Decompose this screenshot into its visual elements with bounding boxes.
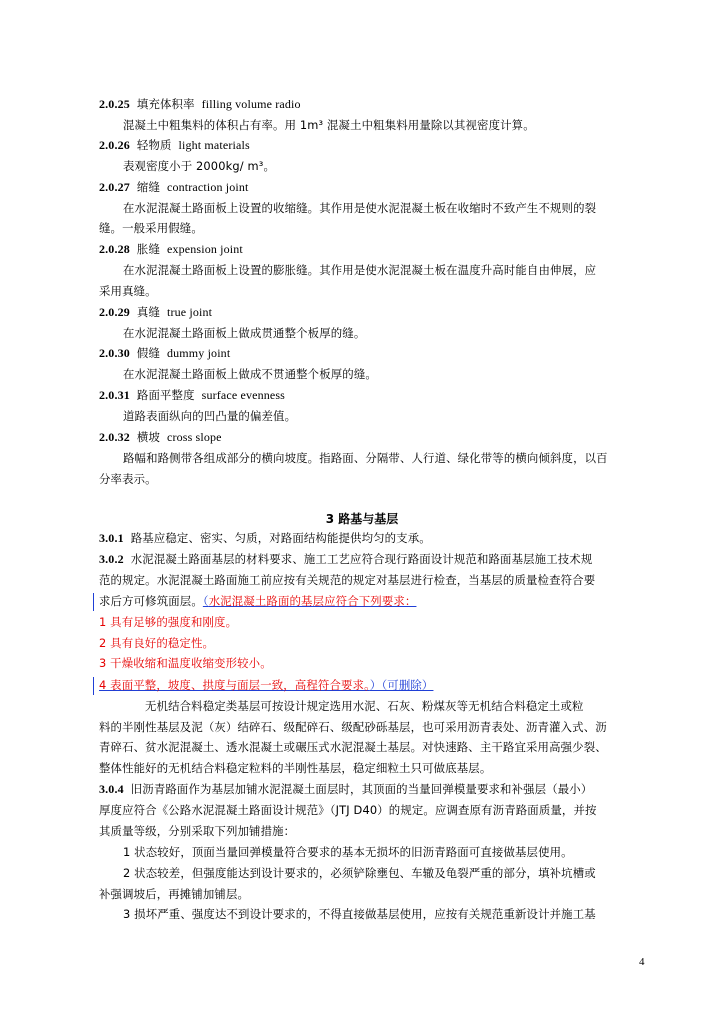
clause-text-plain: 求后方可修筑面层。 (99, 594, 203, 608)
clause-text: 青碎石、贫水泥混凝土、透水混凝土或碾压式水泥混凝土基层。对快速路、主干路宜采用高强少裂、 (99, 740, 607, 754)
list-item: 1 具有足够的强度和刚度。 (99, 615, 238, 629)
list-item (99, 678, 433, 692)
term: 路面平整度 (136, 388, 195, 402)
list-item: 补强调坡后，再摊铺加铺层。 (99, 887, 250, 901)
list-item: 2 具有良好的稳定性。 (99, 636, 215, 650)
term-english: dummy joint (167, 346, 231, 360)
definition-text: 道路表面纵向的凹凸量的偏差值。 (123, 409, 297, 423)
clause-text: 路基应稳定、密实、匀质，对路面结构能提供均匀的支承。 (130, 531, 431, 545)
clause-3-0-4 (99, 782, 592, 796)
definition-heading (99, 430, 222, 444)
clause-number: 2.0.26 (99, 138, 130, 152)
definition-text: 在水泥混凝土路面板上设置的膨胀缝。其作用是使水泥混凝土板在温度升高时能自由伸展，应 (123, 263, 597, 277)
list-item: 2 状态较差，但强度能达到设计要求的，必须铲除壅包、车辙及龟裂严重的部分，填补坑槽或 (123, 866, 596, 880)
revision-bar (93, 593, 94, 611)
definition-text: 采用真缝。 (99, 284, 157, 298)
term-english: filling volume radio (201, 97, 301, 111)
term: 轻物质 (136, 138, 172, 152)
definition-heading (99, 138, 250, 152)
list-item: 3 损坏严重、强度达不到设计要求的，不得直接做基层使用，应按有关规范重新设计并施工基 (123, 907, 596, 921)
clause-number: 2.0.25 (99, 97, 130, 111)
definition-text: 在水泥混凝土路面板上做成贯通整个板厚的缝。 (123, 326, 366, 340)
definition-heading (99, 305, 212, 319)
clause-number: 3.0.4 (99, 782, 124, 796)
tracked-insertion: 4 表面平整，坡度、拱度与面层一致，高程符合要求。 (99, 678, 370, 692)
term-english: expension joint (167, 242, 243, 256)
clause-3-0-2 (99, 552, 592, 566)
definition-heading (99, 180, 249, 194)
clause-text: 范的规定。水泥混凝土路面施工前应按有关规范的规定对基层进行检查，当基层的质量检查符合要 (99, 573, 596, 587)
clause-number: 2.0.30 (99, 346, 130, 360)
clause-text: 水泥混凝土路面基层的材料要求、施工工艺应符合现行路面设计规范和路面基层施工技术规 (130, 552, 593, 566)
clause-text: 无机结合料稳定类基层可按设计规定选用水泥、石灰、粉煤灰等无机结合料稳定土或粒 (145, 699, 584, 713)
list-item: 1 状态较好，顶面当量回弹模量符合要求的基本无损坏的旧沥青路面可直接做基层使用。 (123, 845, 573, 859)
term-english: true joint (167, 305, 213, 319)
definition-heading (99, 388, 285, 402)
definition-heading (99, 346, 230, 360)
page-number: 4 (639, 956, 645, 968)
clause-number: 2.0.28 (99, 242, 130, 256)
term-english: cross slope (167, 430, 222, 444)
revision-bar (93, 677, 94, 695)
term-english: contraction joint (167, 180, 249, 194)
term-english: light materials (178, 138, 250, 152)
term: 假缝 (136, 346, 160, 360)
clause-text: 其质量等级，分别采取下列加铺措施： (99, 824, 296, 838)
tracked-insertion: 水泥混凝土路面的基层应符合下列要求： (208, 594, 417, 608)
clause-text: 旧沥青路面作为基层加铺水泥混凝土面层时，其顶面的当量回弹模量要求和补强层（最小） (130, 782, 593, 796)
clause-number: 2.0.32 (99, 430, 130, 444)
clause-number: 3.0.1 (99, 531, 124, 545)
definition-heading (99, 97, 301, 111)
definition-text: 分率表示。 (99, 472, 157, 486)
section-heading: 3 路基与基层 (325, 512, 399, 526)
term: 填充体积率 (136, 97, 195, 111)
clause-text (99, 594, 416, 608)
definition-text: 混凝土中粗集料的体积占有率。用 1m³ 混凝土中粗集料用量除以其视密度计算。 (123, 118, 535, 132)
list-item: 3 干燥收缩和温度收缩变形较小。 (99, 656, 272, 670)
tracked-note: ）（可删除） (369, 678, 434, 692)
clause-number: 3.0.2 (99, 552, 124, 566)
definition-text: 缝。一般采用假缝。 (99, 221, 203, 235)
definition-text: 在水泥混凝土路面板上做成不贯通整个板厚的缝。 (123, 367, 377, 381)
clause-number: 2.0.29 (99, 305, 130, 319)
clause-text: 料的半刚性基层及泥（灰）结碎石、级配碎石、级配砂砾基层，也可采用沥青表处、沥青灌入式、沥 (99, 720, 607, 734)
clause-number: 2.0.31 (99, 388, 130, 402)
tracked-insertion: （ (202, 594, 209, 608)
clause-text: 厚度应符合《公路水泥混凝土路面设计规范》（JTJ D40）的规定。应调查原有沥青路面质量，并按 (99, 803, 597, 817)
clause-3-0-1 (99, 531, 431, 545)
definition-text: 路幅和路侧带各组成部分的横向坡度。指路面、分隔带、人行道、绿化带等的横向倾斜度，以百 (123, 451, 608, 465)
clause-number: 2.0.27 (99, 180, 130, 194)
term: 胀缝 (136, 242, 160, 256)
term-english: surface evenness (201, 388, 285, 402)
term: 缩缝 (136, 180, 160, 194)
definition-heading (99, 242, 243, 256)
term: 横坡 (136, 430, 160, 444)
term: 真缝 (136, 305, 160, 319)
definition-text: 在水泥混凝土路面板上设置的收缩缝。其作用是使水泥混凝土板在收缩时不致产生不规则的裂 (123, 201, 597, 215)
clause-text: 整体性能好的无机结合料稳定粒料的半刚性基层，稳定细粒土只可做底基层。 (99, 761, 492, 775)
definition-text: 表观密度小于 2000kg/ m³。 (123, 159, 275, 173)
